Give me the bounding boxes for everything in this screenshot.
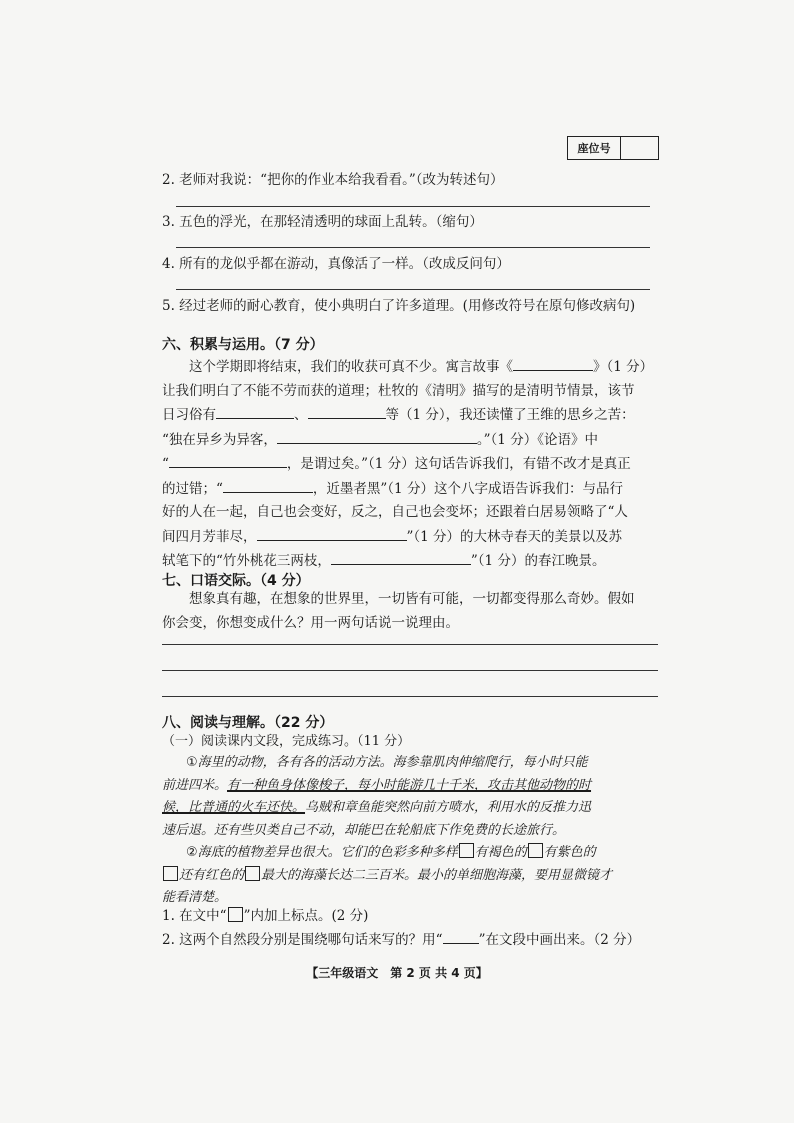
s6-text: 好的人在一起，自己也会变好，反之，自己也会变坏；还跟着白居易领略了“人	[162, 504, 628, 520]
poem-blank[interactable]	[277, 428, 477, 444]
s7-text: 想象真有趣，在想象的世界里，一切皆有可能，一切都变得那么奇妙。假如	[189, 591, 635, 607]
s6-text: 日习俗有	[162, 407, 216, 423]
seat-number-box	[567, 136, 659, 160]
answer-line-2[interactable]	[176, 206, 650, 207]
underline-sample	[443, 928, 479, 944]
custom-blank-2[interactable]	[308, 403, 386, 419]
reading-text: ①海里的动物，各有各的活动方法。海参靠肌肉伸缩爬行，每小时只能	[186, 755, 588, 770]
su-shi-blank[interactable]	[331, 549, 471, 565]
s6-text: ”（1 分）的春江晚景。	[470, 553, 606, 569]
section-8-title: 八、阅读与理解。（22 分）	[162, 715, 334, 731]
punctuation-box[interactable]	[459, 843, 474, 858]
q-text: ”在文段中画出来。（2 分）	[478, 932, 641, 948]
section-6-paragraph	[162, 355, 662, 574]
reading-text: 还有红色的	[179, 867, 245, 883]
underlined-text: 候，比普通的火车还快。	[162, 800, 306, 815]
answer-line-3[interactable]	[176, 247, 650, 248]
answer-line-7c[interactable]	[162, 696, 658, 697]
s6-text: 》（1 分）	[593, 359, 654, 375]
punctuation-box[interactable]	[245, 866, 260, 881]
section-7-title: 七、口语交际。（4 分）	[162, 573, 310, 589]
s6-text: 等（1 分），我还读懂了王维的思乡之苦：	[385, 407, 635, 423]
seat-number-field[interactable]	[621, 137, 658, 159]
reading-text: 前进四米。	[162, 777, 228, 793]
question-4: 4. 所有的龙似乎都在游动，真像活了一样。（改成反问句）	[162, 256, 510, 272]
s6-text: 轼笔下的“竹外桃花三两枝，	[162, 553, 331, 569]
s6-text: 间四月芳菲尽，	[162, 528, 257, 545]
analects-blank[interactable]	[169, 452, 287, 468]
question-3: 3. 五色的浮光，在那轻清透明的球面上乱转。（缩句）	[162, 214, 483, 230]
s6-text: “独在异乡为异客，	[162, 431, 277, 448]
s6-text: 、	[294, 407, 308, 423]
reading-text: 最大的海藻长达二三百米。最小的单细胞海藻，要用显微镜才	[261, 867, 613, 883]
custom-blank-1[interactable]	[216, 403, 294, 419]
reading-passage	[162, 752, 662, 910]
reading-question-2	[162, 928, 640, 950]
q-text: 1. 在文中“	[162, 908, 227, 924]
underlined-text: 有一种鱼身体像梭子，每小时能游几十千米，攻击其他动物的时	[227, 777, 592, 793]
answer-line-7a[interactable]	[162, 644, 658, 645]
question-2: 2. 老师对我说：“把你的作业本给我看看。”（改为转述句）	[162, 172, 504, 188]
reading-text: 有褐色的	[474, 845, 527, 860]
s6-text: 的过错；“	[162, 480, 223, 497]
s7-text: 你会变，你想变成什么？用一两句话说一说理由。	[162, 614, 459, 631]
reading-text: ②海底的植物差异也很大。它们的色彩多种多样	[186, 845, 458, 860]
section-6-title: 六、积累与运用。（7 分）	[162, 337, 324, 353]
q-text: ”内加上标点。(2 分)	[243, 908, 369, 924]
s6-text: “	[162, 456, 169, 472]
s6-text: 让我们明白了不能不劳而获的道理；杜牧的《清明》描写的是清明节情景，该节	[162, 382, 635, 399]
section-8-sub1: （一）阅读课内文段，完成练习。（11 分）	[162, 734, 411, 749]
fable-blank[interactable]	[513, 355, 593, 371]
box-sample	[228, 907, 243, 922]
answer-line-7b[interactable]	[162, 670, 658, 671]
question-5: 5. 经过老师的耐心教育，使小典明白了许多道理。(用修改符号在原句修改病句)	[162, 298, 636, 314]
reading-text: 能看清楚。	[162, 890, 228, 905]
s6-text: 。”（1 分）《论语》中	[476, 431, 598, 448]
reading-text: 速后退。还有些贝类自己不动，却能巴在轮船底下作免费的长途旅行。	[162, 822, 566, 838]
bai-juyi-blank[interactable]	[257, 525, 407, 541]
section-7-paragraph	[162, 588, 662, 635]
s6-text: ”（1 分）的大林寺春天的美景以及苏	[406, 528, 623, 545]
s6-text: ，是谓过矣。”（1 分）这句话告诉我们，有错不改才是真正	[286, 456, 631, 472]
answer-line-4[interactable]	[176, 289, 650, 290]
reading-text: 乌贼和章鱼能突然向前方喷水，利用水的反推力迅	[305, 800, 592, 815]
idiom-blank[interactable]	[223, 477, 313, 493]
s6-text: 这个学期即将结束，我们的收获可真不少。寓言故事《	[189, 359, 513, 375]
seat-number-label: 座位号	[568, 137, 621, 159]
q-text: 2. 这两个自然段分别是围绕哪句话来写的？用“	[162, 932, 443, 948]
punctuation-box[interactable]	[163, 866, 178, 881]
reading-text: 有紫色的	[543, 845, 596, 860]
punctuation-box[interactable]	[528, 843, 543, 858]
s6-text: ，近墨者黑”（1 分）这个八字成语告诉我们：与品行	[312, 480, 623, 497]
reading-question-1	[162, 906, 368, 926]
page-footer: 【三年级语文 第 2 页 共 4 页】	[306, 966, 488, 980]
